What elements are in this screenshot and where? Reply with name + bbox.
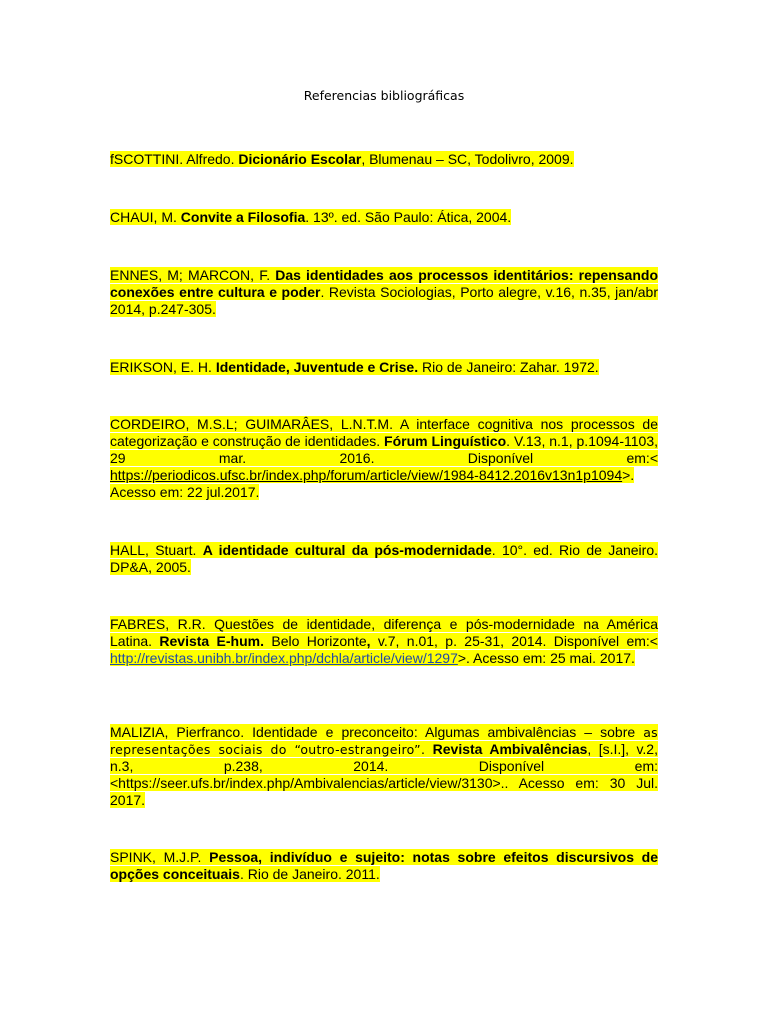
reference-author: SPINK, M.J.P. [110, 849, 210, 865]
reference-details: Rio de Janeiro: Zahar. 1972. [418, 359, 599, 375]
reference-author: MALIZIA, Pierfranco. Identidade e preconceito: Algumas ambivalências – sobre [110, 724, 644, 740]
reference-ennes [110, 267, 658, 318]
reference-malizia [110, 724, 658, 809]
reference-details: , [s.I.], v.2, n.3, p.238, 2014. Disponível em:<https://seer.ufs.br/index.php/Ambivalencias/article/view/3130>.. Acesso em: 30 Jul. 2017. [110, 741, 658, 808]
reference-subtitle: as representações sociais do “outro-estrangeiro”. [110, 725, 658, 757]
reference-details: . V.13, n.1, p.1094-1103, 29 mar. 2016. Disponível em:< [110, 433, 658, 466]
reference-author: HALL, Stuart. [110, 542, 203, 558]
page-title: Referencias bibliográficas [303, 88, 465, 103]
reference-author: ERIKSON, E. H. [110, 359, 216, 375]
reference-details-2: v.7, n.01, p. 25-31, 2014. Disponível em:< [370, 633, 658, 649]
reference-link[interactable]: https://periodicos.ufsc.br/index.php/forum/article/view/1984-8412.2016v13n1p1094 [110, 467, 623, 483]
reference-work-title: Dicionário Escolar [238, 151, 362, 167]
reference-work-title: Revista E-hum. [159, 633, 264, 649]
reference-hall [110, 542, 658, 576]
reference-details: , Blumenau – SC, Todolivro, 2009. [361, 151, 574, 167]
reference-comma: , [366, 633, 371, 649]
reference-work-title: Pessoa, indivíduo e sujeito: notas sobre efeitos discursivos de opções conceituais [110, 849, 658, 882]
reference-details: . 10°. ed. Rio de Janeiro. DP&A, 2005. [110, 542, 658, 575]
reference-scottini [110, 151, 658, 168]
reference-work-title: A identidade cultural da pós-modernidade [202, 542, 492, 558]
reference-details: . 13º. ed. São Paulo: Ática, 2004. [305, 209, 512, 225]
reference-work-title: Convite a Filosofia [180, 209, 306, 225]
reference-work-title: Identidade, Juventude e Crise. [215, 359, 419, 375]
reference-cordeiro [110, 416, 658, 501]
reference-author: fSCOTTINI. Alfredo. [110, 151, 239, 167]
reference-access-date: >. Acesso em: 22 jul.2017. [110, 467, 635, 500]
reference-author: CHAUI, M. [110, 209, 181, 225]
reference-work-title: Das identidades aos processos identitários: repensando conexões entre cultura e poder [110, 267, 658, 300]
reference-work-title: Fórum Linguístico [384, 433, 507, 449]
reference-spink [110, 849, 658, 883]
reference-erikson [110, 359, 658, 376]
reference-author: ENNES, M; MARCON, F. [110, 267, 276, 283]
reference-details: . Revista Sociologias, Porto alegre, v.16, n.35, jan/abr 2014, p.247-305. [110, 284, 658, 317]
reference-work-title: Revista Ambivalências [425, 741, 588, 757]
reference-author: FABRES, R.R. Questões de identidade, diferença e pós-modernidade na América Latina. [110, 616, 658, 649]
reference-chaui [110, 209, 658, 226]
reference-fabres [110, 616, 658, 667]
reference-link[interactable]: http://revistas.unibh.br/index.php/dchla/article/view/1297 [110, 650, 458, 666]
reference-details: Belo Horizonte [264, 633, 367, 649]
reference-access-date: >. Acesso em: 25 mai. 2017. [457, 650, 635, 666]
reference-details: . Rio de Janeiro. 2011. [239, 866, 380, 882]
reference-author: CORDEIRO, M.S.L; GUIMARÂES, L.N.T.M. A interface cognitiva nos processos de categorização e construção de identidades. [110, 416, 658, 449]
